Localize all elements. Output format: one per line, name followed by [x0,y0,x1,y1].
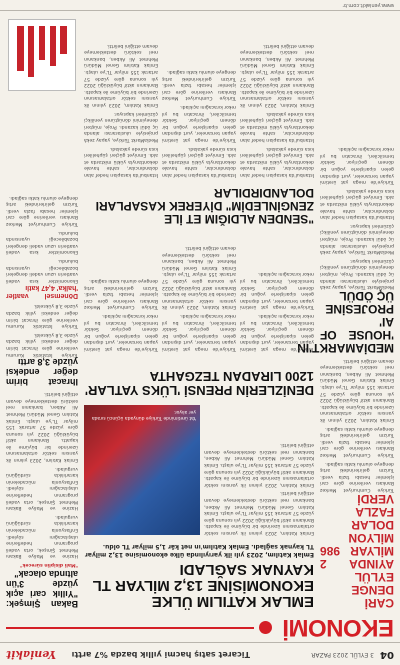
mediamarkt-body-3: İstanbul'da kasapları hedef alan dolandırıcılar, sahte havale dekontlarıyla yüklü miktarda et aldı. Emniyet güçleri şüphelileri kısa sürede yakaladı. [320,187,394,220]
second-story-col-2 [162,13,236,177]
main-story-title: EMLAK KATILIM ÜLKE EKONOMİSİNE 13,2 MİLYAR TL KAYNAK SAĞLADI [92,561,314,610]
left-column [6,13,78,609]
promises-body-3: Türkiye Cumhuriyet Merkez Bankası verilerine göre cari işlemler hesabı fazla verdi. Turizm gelirlerindeki artış dengeye olumlu katkı sağladı. [6,194,78,227]
main-story-body-2: Emlak Katılım, 2023 yılının ilk yarısını sektör ortalamasının üzerinde bir büyüme ile kapattı. Bankanın aktif büyüklüğü 2022 yılı sonuna göre yüzde 57 artarak 155 milyar TL'ye ulaştı. Emlak Katılım Genel Müdürü Mehmet Ali Akben, bankanın reel sektörü desteklemeye devam ettiğini belirtti. [204,442,314,487]
section-name: EKONOMİ [282,614,394,641]
page-number: 04 [380,649,394,660]
second-story-body-9: Emlak Katılım, 2023 yılının ilk yarısını sektör ortalamasının üzerinde bir büyüme ile kapattı. Bankanın aktif büyüklüğü 2022 yılı sonuna göre yüzde 57 artarak 155 milyar TL'ye ulaştı. Emlak Katılım Genel Müdürü Mehmet Ali Akben, bankanın reel sektörü desteklemeye devam ettiğini belirtti. [84,42,158,108]
simsek-title: Bakan Şimşek: "Yıllık cari açık yüzde 3'ün altında olacak" [6,569,78,609]
mediamarkt-title: MEDİAMARKT'IN 'HOUSE OF AI' PROJESİNE ÜÇ ÖDÜL [297,289,394,356]
current-account-body: Türkiye Cumhuriyet Merkez Bankası verilerine göre cari işlemler hesabı fazla verdi. Turizm gelirlerindeki artış dengeye olumlu katkı sağladı. [320,460,394,492]
ship-story-body-4: Emlak Katılım, 2023 yılının ilk yarısını sektör ortalamasının üzerinde bir büyüme ile kapattı. Bankanın aktif büyüklüğü 2022 yılı sonuna göre yüzde 57 artarak 155 milyar TL'ye ulaştı. Emlak Katılım Genel Müdürü Mehmet Ali Akben, bankanın reel sektörü desteklemeye devam ettiğini belirtti. [162,245,236,310]
promises-body-2: Ekonomistler kısa vadeli vaatlerin uzun vadeli dengeleri bozabileceği uyarısında bulundu. [6,229,78,255]
ship-story-body-3: Türkiye'de mega yat üretimi yapan tersaneler, yurt dışından gelen siparişlerle yoğun bir dönem geçiriyor. Sektör temsilcileri, ihracatın bu yıl rekor kıracağını açıkladı. [162,313,236,351]
chart-bar [39,26,45,60]
ship-story-title: DENİZLERİN PRENSİ 'LÜKS YATLAR' 1200 LIRADAN TEZGAHTA [84,369,314,398]
section-rule [6,627,254,629]
promises-body: Ekonomistler kısa vadeli vaatlerin uzun vadeli dengeleri bozabileceği uyarısında bulundu. [6,258,78,283]
second-story-body-2: İstanbul'da kasapları hedef alan dolandırıcılar, sahte havale dekontlarıyla yüklü miktarda et aldı. Emniyet güçleri şüphelileri kısa sürede yakaladı. [240,110,314,143]
simsek-body-3: Emlak Katılım, 2023 yılının ilk yarısını sektör ortalamasının üzerinde bir büyüme ile kapattı. Bankanın aktif büyüklüğü 2022 yılı sonuna göre yüzde 57 artarak 155 milyar TL'ye ulaştı. Emlak Katılım Genel Müdürü Mehmet Ali Akben, bankanın reel sektörü desteklemeye devam ettiğini belirtti. [6,391,78,463]
second-story-body: İstanbul'da kasapları hedef alan dolandırıcılar, sahte havale dekontlarıyla yüklü miktarda et aldı. Emniyet güçleri şüphelileri kısa sürede yakaladı. [240,145,314,177]
chart-bar [17,26,23,71]
second-story-body-6: Türkiye Cumhuriyet Merkez Bankası verilerine göre cari işlemler hesabı fazla verdi. Turizm gelirlerindeki artış dengeye olumlu katkı sağladı. [162,69,236,101]
header-headline: Ticaret satış hacmi yıllık bazda %7 arttı [71,650,250,659]
chart-bar [60,26,66,54]
ship-story-body-2: Türkiye'de mega yat üretimi yapan tersaneler, yurt dışından gelen siparişlerle yoğun bir dönem geçiriyor. Sektör temsilcileri, ihracatın bu yıl rekor kıracağını açıkladı. [240,271,314,310]
main-story-lead: Emlak Katılım, 2023 yılı ilk yarıyılında ülke ekonomisine 13,2 milyar TL kaynak sağladı. Emlak Katılım'ın net kâr 1,5 milyar TL oldu. [84,543,314,558]
mediamarkt-body-4: Türkiye'de mega yat üretimi yapan tersaneler, yurt dışından gelen siparişlerle yoğun bir dönem geçiriyor. Sektör temsilcileri, ihracatın bu yıl rekor kıracağını açıkladı. [320,146,394,185]
ship-story-body: Türkiye'de mega yat üretimi yapan tersaneler, yurt dışından gelen siparişlerle yoğun bir dönem geçiriyor. Sektör temsilcileri, ihracatın bu yıl rekor kıracağını açıkladı. [240,313,314,351]
section-banner [6,615,394,641]
export-index-title: Ihracat birim değer endeksi yüzde 3,8 arttı [6,356,78,387]
page-header [0,642,400,665]
second-story-title: "SENDEN ALDIĞIM ET İLE ZENGİNLEDİM" DİYEREK KASAPLARI DOLANDIRDILAR [95,186,314,226]
main-story-body: Emlak Katılım, 2023 yılının ilk yarısını sektör ortalamasının üzerinde bir büyüme ile kapattı. Bankanın aktif büyüklüğü 2022 yılı sonuna göre yüzde 57 artarak 155 milyar TL'ye ulaştı. Emlak Katılım Genel Müdürü Mehmet Ali Akben, bankanın reel sektörü desteklemeye devam ettiğini belirtti. [204,490,314,535]
ship-story-col-2 [162,231,236,351]
export-index-body: Türkiye İstatistik Kurumu verilerine göre ihracat birim değer endeksi yıllık bazda yüzde 3,8 yükseldi. [6,331,78,357]
second-story-header [84,179,314,225]
current-account-title: CARİ DENGE EYLÜL AYINDA 2 MİLYAR 986 MİLYON DOLAR FAZLA VERDİ [320,492,394,610]
simsek-body: Hazine ve Maliye Bakanı Mehmet Şimşek, orta vadeli programın hedeflerine ulaşılacağını söyledi. Enflasyonla mücadelenin kararlılıkla sürdüğünü vurguladı. [6,513,78,559]
second-story-body-4: İstanbul'da kasapları hedef alan dolandırıcılar, sahte havale dekontlarıyla yüklü miktarda et aldı. Emniyet güçleri şüphelileri kısa sürede yakaladı. [162,145,236,177]
issue-date: 3 EYLÜL 2023 PAZAR [311,651,374,658]
promises-title: Dönemsel vaatler 'halka' 4,47 katlı [6,283,78,299]
ship-story-col-3 [84,231,158,351]
second-story-col-3 [84,13,158,177]
section-dot-icon [259,621,272,634]
ship-story-col-1 [240,231,314,351]
second-story-col-1 [240,13,314,177]
chart-bar [50,26,56,66]
newspaper-logo: Yeniakit [6,648,57,661]
second-story-body-7: İstanbul'da kasapları hedef alan dolandırıcılar, sahte havale dekontlarıyla yüklü miktarda et aldı. Emniyet güçleri şüphelileri kısa sürede yakaladı. [84,145,158,177]
mediamarkt-body-2: MediaMarkt Türkiye, yapay zekâ projesiyle uluslararası alanda üç ödül kazandı. Proje, müşteri deneyimini dönüştüren yenilikçi çözümleri kapsıyor. [320,222,394,255]
main-story-header [84,539,314,609]
ship-story-body-6: Türkiye Cumhuriyet Merkez Bankası verilerine göre cari işlemler hesabı fazla verdi. Turizm gelirlerindeki artış dengeye olumlu katkı sağladı. [84,278,158,310]
ship-story-header [84,353,314,397]
ship-story-body-5: Türkiye'de mega yat üretimi yapan tersaneler, yurt dışından gelen siparişlerle yoğun bir dönem geçiriyor. Sektör temsilcileri, ihracatın bu yıl rekor kıracağını açıkladı. [84,313,158,351]
current-account-body-3: Emlak Katılım, 2023 yılının ilk yarısını sektör ortalamasının üzerinde bir büyüme ile kapattı. Bankanın aktif büyüklüğü 2022 yılı sonuna göre yüzde 57 artarak 155 milyar TL'ye ulaştı. Emlak Katılım Genel Müdürü Mehmet Ali Akben, bankanın reel sektörü desteklemeye devam ettiğini belirtti. [320,357,394,423]
page-footer: www.yeniakit.com.tr [0,0,400,11]
second-story-body-3: Emlak Katılım, 2023 yılının ilk yarısını sektör ortalamasının üzerinde bir büyüme ile kapattı. Bankanın aktif büyüklüğü 2022 yılı sonuna göre yüzde 57 artarak 155 milyar TL'ye ulaştı. Emlak Katılım Genel Müdürü Mehmet Ali Akben, bankanın reel sektörü desteklemeye devam ettiğini belirtti. [240,42,314,108]
second-story-body-8: MediaMarkt Türkiye, yapay zekâ projesiyle uluslararası alanda üç ödül kazandı. Proje, müşteri deneyimini dönüştüren yenilikçi çözümleri kapsıyor. [84,110,158,143]
main-story-col-1 [204,405,314,535]
bar-chart [8,19,76,91]
chart-bar [28,26,34,77]
mediamarkt-body: MediaMarkt Türkiye, yapay zekâ projesiyle uluslararası alanda üç ödül kazandı. Proje, müşteri deneyimini dönüştüren yenilikçi çözümleri kapsıyor. [320,257,394,290]
main-story-photo [84,405,200,535]
right-column [297,13,394,610]
photo-caption: Yat üretiminde Türkiye dünyada üçüncü sırada yer alıyor. [91,409,196,420]
simsek-body-2: Hazine ve Maliye Bakanı Mehmet Şimşek, orta vadeli programın hedeflerine ulaşılacağını söyledi. Enflasyonla mücadelenin kararlılıkla sürdüğünü vurguladı. [6,465,78,511]
export-index-body-2: Türkiye İstatistik Kurumu verilerine göre ihracat birim değer endeksi yıllık bazda yüzde 3,8 yükseldi. [6,303,78,329]
current-account-body-2: Türkiye Cumhuriyet Merkez Bankası verilerine göre cari işlemler hesabı fazla verdi. Turizm gelirlerindeki artış dengeye olumlu katkı sağladı. [320,425,394,458]
second-story-body-5: Türkiye'de mega yat üretimi yapan tersaneler, yurt dışından gelen siparişlerle yoğun bir dönem geçiriyor. Sektör temsilcileri, ihracatın bu yıl rekor kıracağını açıkladı. [162,104,236,143]
simsek-subtitle: "Mali disiplin sürecek" [20,562,78,567]
